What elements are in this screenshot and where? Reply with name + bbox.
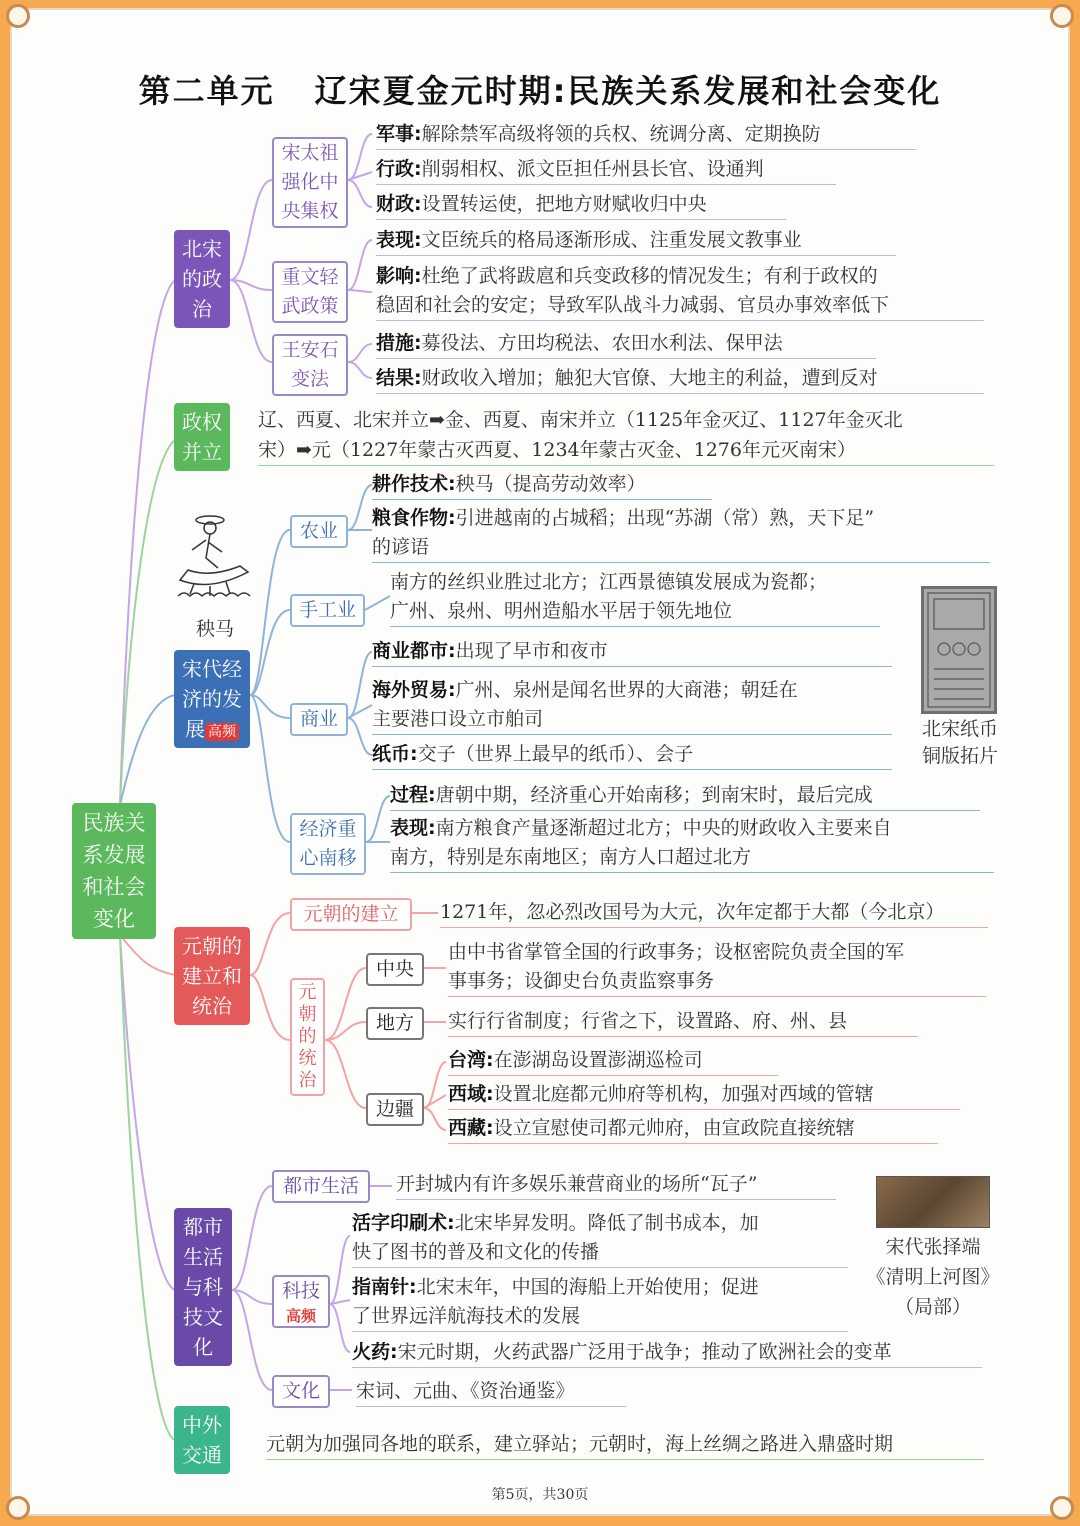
s1-b2-item: 影响:杜绝了武将跋扈和兵变政移的情况发生；有利于政权的 稳固和社会的安定；导致军队战斗力减弱、官员办事效率低下	[376, 262, 984, 321]
s4-b1-text: 1271年，忽必烈改国号为大元，次年定都于大都（今北京）	[440, 898, 988, 928]
branch-local: 地方	[366, 1007, 424, 1040]
branch-song-taizu: 宋太祖强化中央集权	[272, 137, 348, 228]
section-northern-song-politics: 北宋的政治	[174, 230, 230, 328]
yangma-illustration	[170, 510, 258, 610]
page-footer: 第5页，共30页	[491, 1487, 589, 1503]
section-coexisting-regimes: 政权并立	[174, 403, 230, 471]
s5-b3-text: 宋词、元曲、《资治通鉴》	[356, 1377, 626, 1407]
s4-local-text: 实行行省制度；行省之下，设置路、府、州、县	[448, 1007, 918, 1037]
s3-b3-item: 纸币:交子（世界上最早的纸币）、会子	[372, 740, 892, 770]
branch-handicraft: 手工业	[290, 594, 365, 627]
branch-commerce: 商业	[290, 703, 348, 736]
branch-border: 边疆	[366, 1093, 424, 1126]
section-yuan-dynasty: 元朝的建立和统治	[174, 927, 250, 1025]
branch-central: 中央	[366, 953, 424, 986]
root-node: 民族关系发展和社会变化	[72, 803, 156, 939]
paper-money-caption: 北宋纸币铜版拓片	[921, 718, 998, 767]
s5-b2-item: 火药:宋元时期，火药武器广泛用于战争；推动了欧洲社会的变革	[352, 1338, 982, 1368]
s3-b3-item: 商业都市:出现了早市和夜市	[372, 637, 892, 667]
section-foreign-exchange: 中外交通	[174, 1406, 230, 1474]
s1-b1-item: 财政:设置转运使，把地方财赋收归中央	[376, 190, 786, 220]
qingming-painting-image	[876, 1176, 990, 1228]
branch-yuan-rule: 元朝的统治	[290, 978, 325, 1096]
s1-b3-item: 结果:财政收入增加；触犯大官僚、大地主的利益，遭到反对	[376, 364, 984, 394]
s1-b1-item: 行政:削弱相权、派文臣担任州县长官、设通判	[376, 155, 836, 185]
s3-b1-item: 耕作技术:秧马（提高劳动效率）	[372, 470, 712, 500]
s1-b2-item: 表现:文臣统兵的格局逐渐形成、注重发展文教事业	[376, 226, 896, 256]
branch-technology: 科技 高频	[272, 1275, 330, 1328]
branch-wang-anshi-reform: 王安石变法	[272, 334, 348, 396]
section-urban-life-tech: 都市生活与科技文化	[174, 1208, 232, 1366]
s4-border-item: 西域:设置北庭都元帅府等机构，加强对西域的管辖	[448, 1080, 960, 1110]
section-song-economy: 宋代经济的发展 高频	[174, 650, 250, 748]
s1-b3-item: 措施:募役法、方田均税法、农田水利法、保甲法	[376, 329, 876, 359]
s4-border-item: 台湾:在澎湖岛设置澎湖巡检司	[448, 1046, 778, 1076]
s3-b2-text: 南方的丝织业胜过北方；江西景德镇发展成为瓷都； 广州、泉州、明州造船水平居于领先地位	[390, 568, 880, 627]
page-title: 第二单元 辽宋夏金元时期:民族关系发展和社会变化	[138, 72, 942, 110]
high-frequency-badge: 高频	[285, 1307, 316, 1325]
high-frequency-badge: 高频	[205, 723, 239, 741]
s3-b4-item: 表现:南方粮食产量逐渐超过北方；中央的财政收入主要来自 南方，特别是东南地区；南方人口超过北方	[390, 814, 994, 873]
s2-text: 辽、西夏、北宋并立➡金、西夏、南宋并立（1125年金灭辽、1127年金灭北 宋）➡元（1227年蒙古灭西夏、1234年蒙古灭金、1276年元灭南宋）	[258, 405, 994, 466]
paper-money-image	[921, 586, 997, 714]
s5-b1-text: 开封城内有许多娱乐兼营商业的场所“瓦子”	[396, 1170, 836, 1200]
branch-culture: 文化	[272, 1375, 330, 1408]
s3-b4-item: 过程:唐朝中期，经济重心开始南移；到南宋时，最后完成	[390, 781, 980, 811]
branch-agriculture: 农业	[290, 515, 348, 548]
s1-b1-item: 军事:解除禁军高级将领的兵权、统调分离、定期换防	[376, 120, 916, 150]
s4-border-item: 西藏:设立宣慰使司都元帅府，由宣政院直接统辖	[448, 1114, 938, 1144]
s3-b3-item: 海外贸易:广州、泉州是闻名世界的大商港；朝廷在 主要港口设立市舶司	[372, 676, 892, 735]
s3-b1-item: 粮食作物:引进越南的占城稻；出现“苏湖（常）熟，天下足” 的谚语	[372, 504, 990, 563]
s5-b2-item: 指南针:北宋末年，中国的海船上开始使用；促进 了世界远洋航海技术的发展	[352, 1273, 848, 1332]
s4-central-text: 由中书省掌管全国的行政事务；设枢密院负责全国的军 事事务；设御史台负责监察事务	[448, 938, 986, 997]
painting-caption: 宋代张择端 《清明上河图》 （局部）	[866, 1236, 1000, 1318]
branch-zhongwen-qingwu: 重文轻武政策	[272, 261, 348, 323]
yangma-caption: 秧马	[195, 618, 234, 640]
branch-economic-center-south: 经济重心南移	[290, 813, 366, 875]
s6-text: 元朝为加强同各地的联系，建立驿站；元朝时，海上丝绸之路进入鼎盛时期	[266, 1430, 984, 1460]
branch-yuan-founding: 元朝的建立	[290, 898, 412, 931]
s5-b2-item: 活字印刷术:北宋毕昇发明。降低了制书成本，加 快了图书的普及和文化的传播	[352, 1209, 848, 1268]
branch-urban-life: 都市生活	[272, 1170, 370, 1203]
